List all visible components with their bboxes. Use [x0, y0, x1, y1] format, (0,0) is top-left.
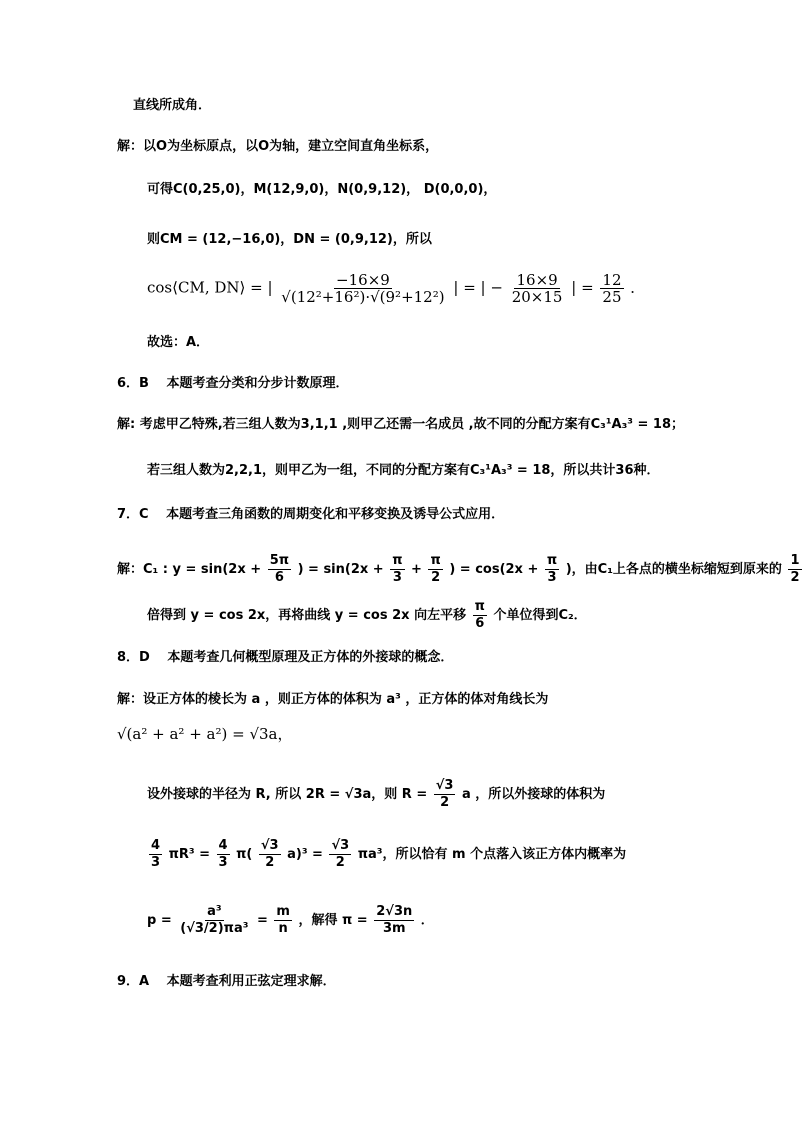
- answer-line-5: 故选：A．: [147, 335, 210, 350]
- question-7-solution-2: 倍得到 y = cos 2x，再将曲线 y = cos 2x 向左平移 $\frac{\pi}{6}$ 个单位得到C₂．: [147, 599, 587, 631]
- question-8-diagonal: √(a² + a² + a²) = √3a，: [117, 725, 293, 743]
- question-7-header: 7．C 本题考查三角函数的周期变化和平移变换及诱导公式应用．: [117, 507, 505, 522]
- question-6-header: 6．B 本题考查分类和分步计数原理．: [117, 376, 349, 391]
- question-8-header: 8．D 本题考查几何概型原理及正方体的外接球的概念．: [117, 650, 454, 665]
- question-9-header: 9．A 本题考查利用正弦定理求解．: [117, 974, 336, 989]
- cosine-formula-line: cos⟨CM, DN⟩ = | $\frac{-16\times 9}{\text{√(12²+16²)·√(9²+12²)}}$ | = | − $\frac{16\times 9}{20\times 15}$ | = $\frac{12}{25}$ ．: [147, 271, 646, 306]
- cos-fraction-3: $\frac{12}{25}$: [602, 271, 622, 306]
- question-8-radius: 设外接球的半径为 R, 所以 2R = √3a，则 R = $\frac{√3}{2}$ a ，所以外接球的体积为: [147, 778, 606, 810]
- cos-fraction-2: $\frac{16\times 9}{20\times 15}$: [511, 271, 563, 306]
- question-8-solution-1: 解：设正方体的棱长为 a ，则正方体的体积为 a³ ，正方体的体对角线长为: [117, 692, 549, 707]
- solution-setup-line: 解：以O为坐标原点，以O为轴，建立空间直角坐标系，: [117, 139, 439, 154]
- cos-fraction-1: $\frac{-16\times 9}{\text{√(12²+16²)·√(9²+12²)}}$: [281, 271, 445, 306]
- vectors-line: 则CM = (12,−16,0)，DN = (0,9,12)，所以: [147, 232, 432, 247]
- question-8-probability: p = $\frac{\text{a³}}{\text{(√3/2)πa³}}$ = $\frac{m}{n}$ ，解得 π = $\frac{2√3n}{3m}$ ．: [147, 904, 434, 936]
- question-8-volume: $\frac{4}{3}$ πR³ = $\frac{4}{3}$ π( $\frac{√3}{2}$ a)³ = $\frac{√3}{2}$ πa³，所以恰有 m 个点落入该正方体内概率为: [151, 838, 627, 870]
- question-6-solution-2: 若三组人数为2,2,1，则甲乙为一组，不同的分配方案有C₃¹A₃³ = 18，所以共计36种．: [147, 463, 660, 478]
- line-direct-angle: 直线所成角．: [133, 98, 212, 113]
- question-7-solution-1: 解：C₁ : y = sin(2x + $\frac{5\pi}{6}$ ) = sin(2x + $\frac{\pi}{3}$ + $\frac{\pi}{2}$ ) = cos(2x + $\frac{\pi}{3}$ )，由C₁上各点的横坐标缩短到原来的 $\frac{1}{2}$: [117, 553, 800, 585]
- question-6-solution-1: 解: 考虑甲乙特殊,若三组人数为3,1,1 ,则甲乙还需一名成员 ,故不同的分配方案有C₃¹A₃³ = 18；: [117, 417, 685, 432]
- coordinates-line: 可得C(0,25,0)，M(12,9,0)，N(0,9,12)， D(0,0,0)，: [147, 182, 497, 197]
